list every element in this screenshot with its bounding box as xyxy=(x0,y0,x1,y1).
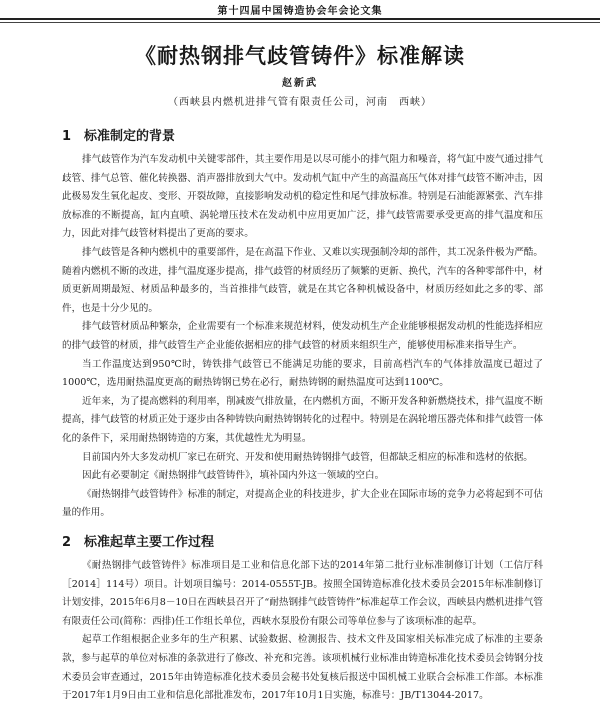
paragraph: 排气歧管是各种内燃机中的重要部件，是在高温下作业、又难以实现强制冷却的部件，其工况条件极为严酷。随着内燃机不断的改进，排气温度逐步提高，排气歧管的材质经历了频繁的更新、换代，汽车的各种零部件中，材质更新周期最短、材质品种最多的，当首推排气歧管，就是在其它各种机械设备中，材质历经如此之多的零、部件，也是十分少见的。 xyxy=(62,246,543,314)
author-name: 赵新武 xyxy=(282,78,318,89)
header-rule-thin xyxy=(0,22,600,23)
section-2-number: 2 xyxy=(62,535,72,550)
section-2-title: 标准起草主要工作过程 xyxy=(84,535,215,550)
running-header: 第十四届中国铸造协会年会论文集 xyxy=(217,6,383,17)
author-affiliation: （西峡县内燃机进排气管有限责任公司，河南 西峡） xyxy=(168,97,432,108)
header-rule xyxy=(0,18,600,20)
paragraph: 《耐热钢排气歧管铸件》标准的制定，对提高企业的科技进步，扩大企业在国际市场的竞争力必将起到不可估量的作用。 xyxy=(62,488,543,519)
section-1-title: 标准制定的背景 xyxy=(84,129,176,144)
paragraph: 当工作温度达到950℃时，铸铁排气歧管已不能满足功能的要求，目前高档汽车的气体排放温度已超过了1000℃，选用耐热温度更高的耐热铸钢已势在必行，耐热铸钢的耐热温度可达到1100℃。 xyxy=(62,358,543,389)
paper-title: 《耐热钢排气歧管铸件》标准解读 xyxy=(135,43,465,68)
paragraph: 目前国内外大多发动机厂家已在研究、开发和使用耐热铸钢排气歧管，但都缺乏相应的标准和选材的依据。 xyxy=(82,451,533,463)
paragraph: 排气歧管作为汽车发动机中关键零部件，其主要作用是以尽可能小的排气阻力和噪音，将气缸中废气通过排气歧管、排气总管、催化转换器、消声器排放到大气中。发动机气缸中产生的高温高压气体对排气歧管不断冲击，因此极易发生氧化起皮、变形、开裂故障，直接影响发动机的稳定性和尾气排放标准。特别是石油能源紧张、汽车排放标准的不断提高，缸内直喷、涡轮增压技术在发动机中应用更加广泛，排气歧管需要承受更高的排气温度和压力，因此对排气歧管材料提出了更高的要求。 xyxy=(62,154,543,240)
paragraph: 排气歧管材质品种繁杂，企业需要有一个标准来规范材料，使发动机生产企业能够根据发动机的性能选择相应的排气歧管的材质，排气歧管生产企业能依据相应的排气歧管的材质来组织生产，能够使用标准来指导生产。 xyxy=(62,321,543,351)
paragraph: 近年来，为了提高燃料的利用率，削减废气排放量，在内燃机方面，不断开发各种新燃烧技术，排气温度不断提高，排气歧管的材质正处于逐步由各种铸铁向耐热铸钢转化的过程中。特别是在涡轮增压器壳体和排气歧管一体化的条件下，采用耐热钢铸造的方案，其优越性尤为明显。 xyxy=(62,395,543,444)
section-2-body xyxy=(62,557,543,706)
paragraph: 起草工作组根据企业多年的生产积累、试验数据、检测报告、技术文件及国家相关标准完成了标准的主要条款，参与起草的单位对标准的条款进行了修改、补充和完善。该项机械行业标准由铸造标准化技术委员会铸钢分技术委员会审查通过，2015年由铸造标准化技术委员会秘书处复核后报送中国机械工业联合会标准工作部。本标准于2017年1月9日由工业和信息化部批准发布，2017年10月1日实施，标准号：JB/T13044-2017。 xyxy=(62,634,543,702)
section-1-body xyxy=(62,151,543,523)
paragraph: 因此有必要制定《耐热钢排气歧管铸件》，填补国内外这一领域的空白。 xyxy=(82,470,385,482)
paragraph: 《耐热钢排气歧管铸件》标准项目是工业和信息化部下达的2014年第二批行业标准制修订计划（工信厅科［2014］114号）项目。计划项目编号：2014-0555T-JB。按照全国铸造标准化技术委员会2015年标准制修订计划安排，2015年6月8－10日在西峡县召开了“耐热钢排气歧管铸件”标准起草工作会议，西峡县内燃机进排气管有限责任公司(简称：西排)任工作组长单位，西峡水泵股份有限公司等单位参与了该项标准的起草。 xyxy=(62,560,543,627)
section-1-heading xyxy=(62,125,175,144)
section-1-number: 1 xyxy=(62,129,72,144)
section-2-heading xyxy=(62,531,214,550)
